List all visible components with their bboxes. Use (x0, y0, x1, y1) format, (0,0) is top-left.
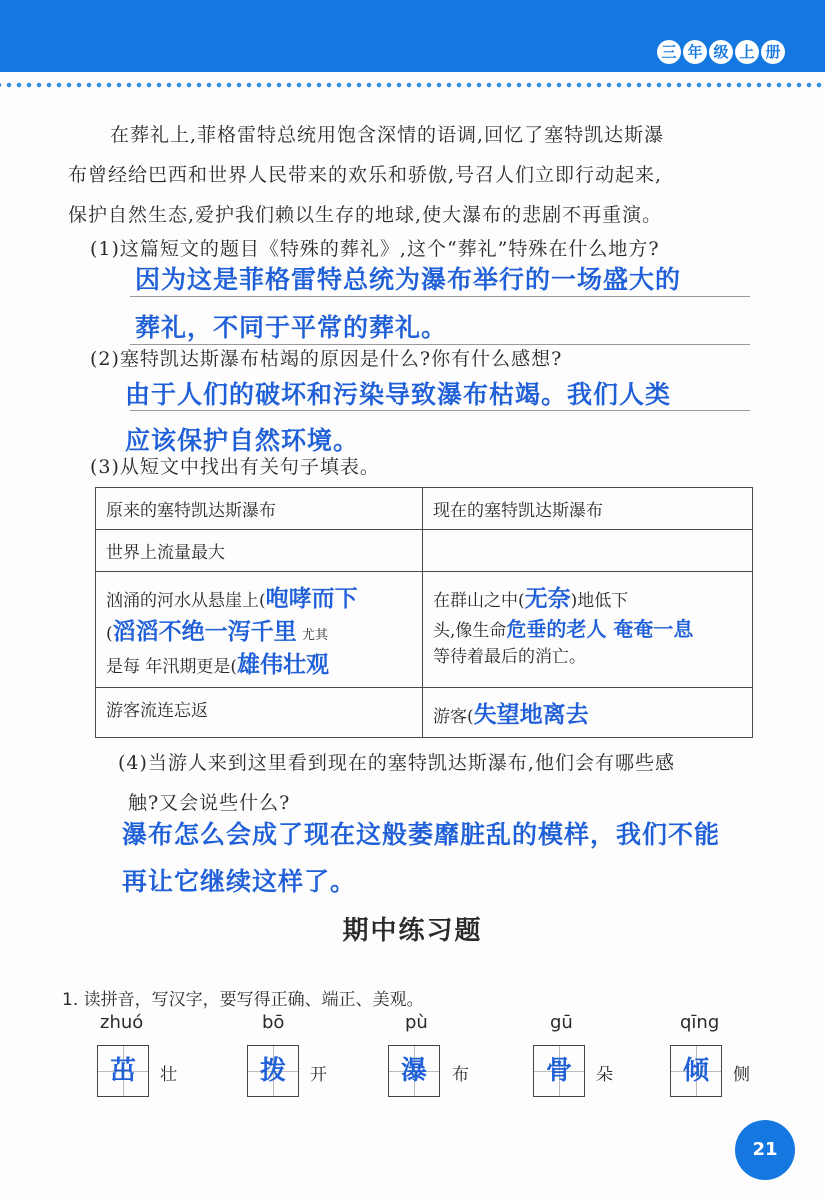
section-title: 期中练习题 (342, 916, 483, 946)
cell-text: 在群山之中( (433, 591, 525, 611)
char-box (670, 1045, 722, 1097)
cell-text: )地低下 (570, 591, 629, 611)
pinyin: pù (405, 1012, 428, 1033)
char-box (533, 1045, 585, 1097)
answer-1-line1: 因为这是菲格雷特总统为瀑布举行的一场盛大的 (135, 265, 682, 294)
pinyin: bō (262, 1012, 285, 1033)
question-1: (1)这篇短文的题目《特殊的葬礼》,这个“葬礼”特殊在什么地方? (90, 238, 660, 260)
pinyin: gū (550, 1012, 573, 1033)
char-box (388, 1045, 440, 1097)
passage-line: 布曾经给巴西和世界人民带来的欢乐和骄傲,号召人们立即行动起来, (68, 164, 663, 186)
cell-text: ( (106, 624, 113, 644)
page-number: 21 (735, 1120, 795, 1180)
char-answer: 瀑 (400, 1056, 427, 1086)
question-4-line1: (4)当游人来到这里看到现在的塞特凯达斯瀑布,他们会有哪些感 (118, 752, 675, 774)
pinyin: zhuó (100, 1012, 144, 1033)
char-answer: 倾 (682, 1056, 709, 1086)
table-header-original: 原来的塞特凯达斯瀑布 (96, 488, 423, 530)
grade-char: 三 (657, 40, 681, 64)
answer-2-line2: 应该保护自然环境。 (125, 426, 360, 455)
char-suffix: 朵 (596, 1065, 613, 1085)
cell-answer: 一泻千里 (204, 619, 297, 645)
cell-answer: 失望地离去 (473, 702, 589, 728)
cell-text: 等待着最后的消亡。 (433, 647, 586, 667)
decorative-dot-border (0, 72, 825, 98)
cell-answer: 咆哮而下 (265, 586, 358, 612)
table-cell: 世界上流量最大 (96, 530, 423, 572)
cell-answer: 无奈 (524, 586, 571, 612)
table-header-current: 现在的塞特凯达斯瀑布 (423, 488, 753, 530)
char-suffix: 壮 (160, 1065, 177, 1085)
cell-answer: 雄伟壮观 (237, 652, 330, 678)
cell-text: 是每 年汛期更是( (106, 657, 238, 677)
cell-text: 游客( (433, 707, 474, 727)
fill-in-table (95, 487, 753, 738)
char-box (247, 1045, 299, 1097)
table-cell (423, 572, 753, 688)
table-cell-empty (423, 530, 753, 572)
answer-4-line2: 再让它继续这样了。 (122, 867, 357, 896)
passage (68, 115, 768, 235)
grade-char: 册 (761, 40, 785, 64)
cell-text: 头,像生命 (433, 621, 507, 641)
table-cell (423, 688, 753, 738)
char-answer: 骨 (545, 1056, 572, 1086)
grade-badge (657, 40, 785, 64)
char-suffix: 开 (310, 1065, 327, 1085)
grade-char: 上 (735, 40, 759, 64)
char-suffix: 布 (452, 1065, 469, 1085)
char-answer: 拨 (259, 1056, 286, 1086)
cell-text: 汹涌的河水从悬崖上( (106, 591, 266, 611)
question-3: (3)从短文中找出有关句子填表。 (90, 456, 380, 478)
instruction: 1. 读拼音，写汉字，要写得正确、端正、美观。 (62, 990, 424, 1010)
pinyin: qīng (680, 1012, 720, 1033)
cell-answer: 危垂的老人 奄奄一息 (506, 617, 694, 641)
passage-line: 在葬礼上,菲格雷特总统用饱含深情的语调,回忆了塞特凯达斯瀑 (110, 124, 665, 146)
passage-line: 保护自然生态,爱护我们赖以生存的地球,使大瀑布的悲剧不再重演。 (68, 204, 663, 226)
answer-1-line2: 葬礼，不同于平常的葬礼。 (135, 313, 448, 342)
cell-answer: 滔滔不绝 (112, 619, 205, 645)
answer-rule (130, 296, 750, 297)
table-cell (96, 572, 423, 688)
char-box (97, 1045, 149, 1097)
table-cell: 游客流连忘返 (96, 688, 423, 738)
question-4-line2: 触?又会说些什么? (128, 792, 291, 814)
char-suffix: 侧 (733, 1065, 750, 1085)
answer-4-line1: 瀑布怎么会成了现在这般萎靡脏乱的模样，我们不能 (122, 820, 721, 849)
cell-text: 尤其 (302, 628, 329, 643)
char-answer: 茁 (109, 1056, 136, 1086)
answer-2-line1: 由于人们的破坏和污染导致瀑布枯竭。我们人类 (125, 380, 672, 409)
answer-rule (130, 410, 750, 411)
grade-char: 年 (683, 40, 707, 64)
question-2: (2)塞特凯达斯瀑布枯竭的原因是什么?你有什么感想? (90, 348, 563, 370)
grade-char: 级 (709, 40, 733, 64)
